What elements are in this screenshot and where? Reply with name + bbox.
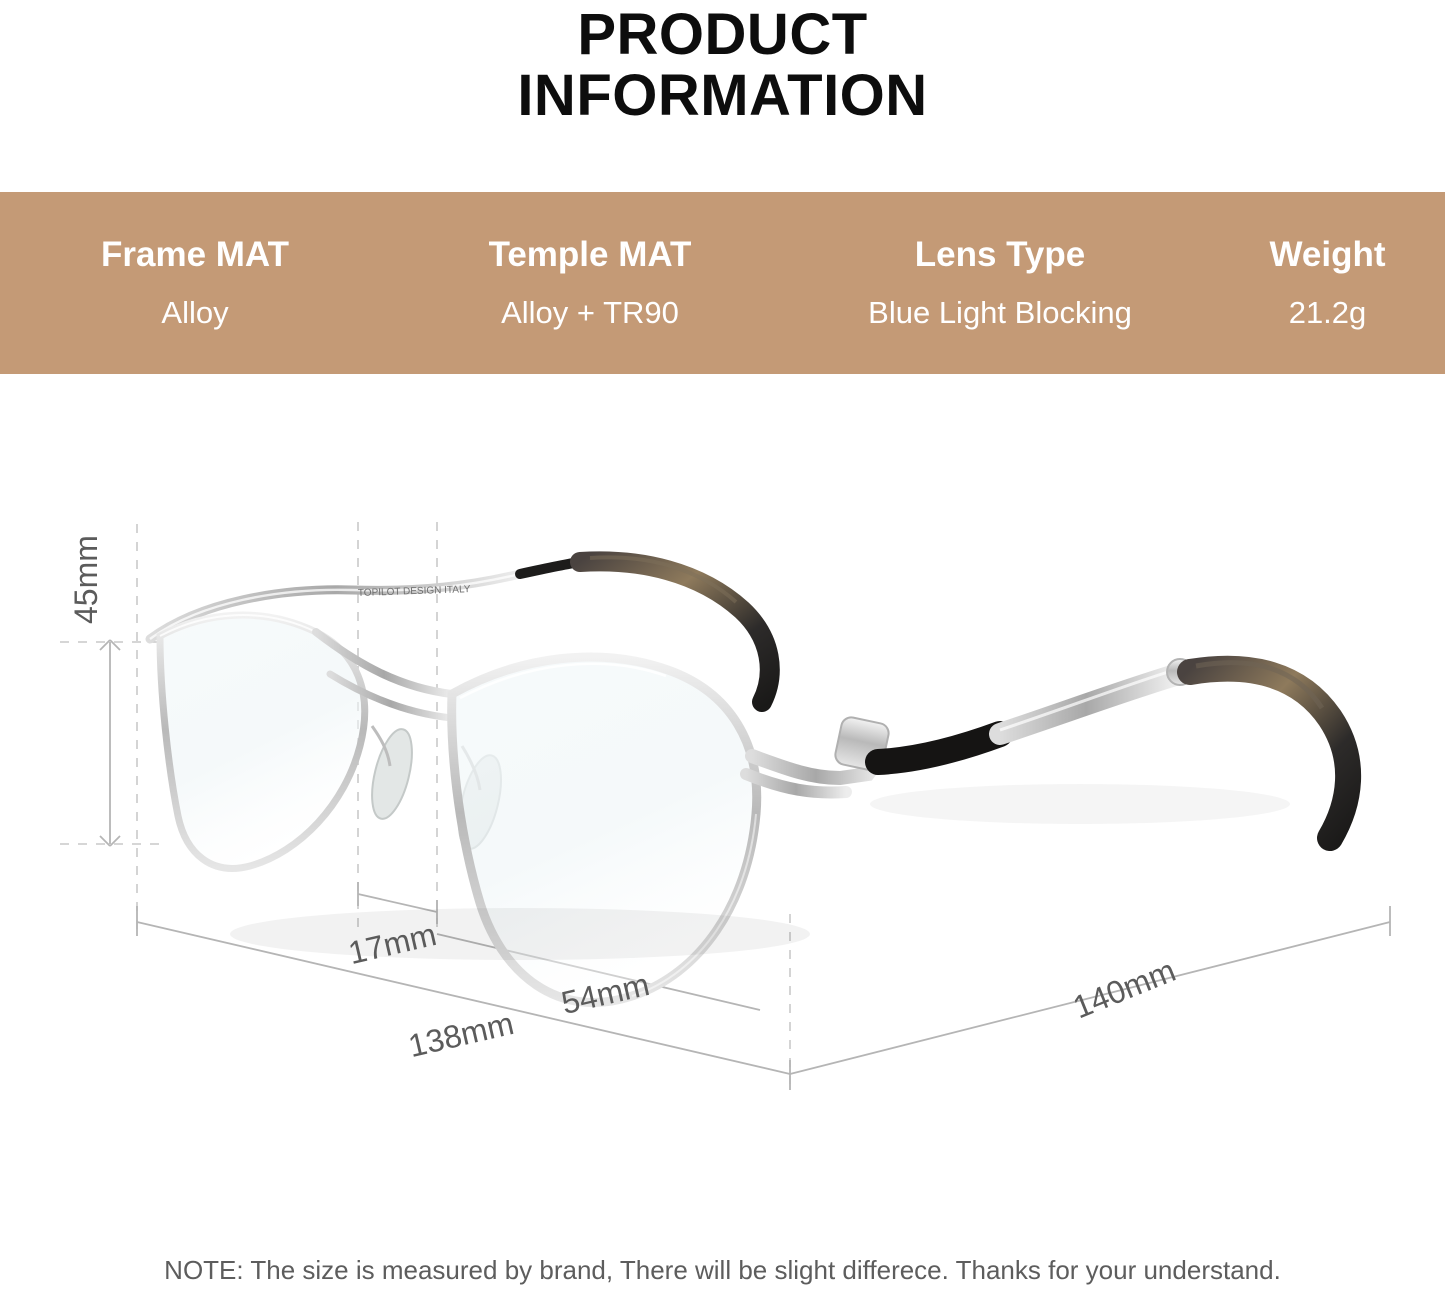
product-image-area — [0, 374, 1445, 1224]
spec-value-temple-mat: Alloy + TR90 — [501, 295, 679, 331]
spec-label-lens-type: Lens Type — [914, 235, 1086, 275]
spec-label-weight: Weight — [1269, 235, 1386, 275]
svg-text:TOPILOT DESIGN ITALY: TOPILOT DESIGN ITALY — [357, 584, 471, 599]
footer-note: NOTE: The size is measured by brand, There will be slight differece. Thanks for your understand. — [164, 1255, 1281, 1285]
spec-column-temple-mat — [390, 234, 790, 331]
dimension-label-temple-length: 140mm — [1068, 952, 1181, 1026]
dimension-label-frame-width: 138mm — [405, 1004, 518, 1065]
spec-value-frame-mat: Alloy — [161, 295, 229, 331]
spec-value-lens-type: Blue Light Blocking — [868, 295, 1132, 331]
spec-label-temple-mat: Temple MAT — [488, 235, 692, 275]
page-title-line-1: PRODUCT — [577, 2, 868, 67]
dimension-label-lens-height: 45mm — [68, 535, 104, 624]
spec-column-frame-mat — [0, 234, 390, 331]
page-title-line-2: INFORMATION — [517, 63, 928, 129]
spec-column-weight — [1210, 234, 1445, 331]
spec-column-lens-type — [790, 234, 1210, 331]
spec-table — [0, 192, 1445, 374]
spec-label-frame-mat: Frame MAT — [101, 235, 289, 275]
spec-value-weight: 21.2g — [1288, 295, 1367, 331]
dimension-label-lens-width: 54mm — [558, 966, 653, 1022]
page-title — [0, 0, 1445, 127]
dimension-label-bridge-width: 17mm — [345, 916, 440, 972]
eyeglasses-illustration — [0, 374, 1445, 1224]
